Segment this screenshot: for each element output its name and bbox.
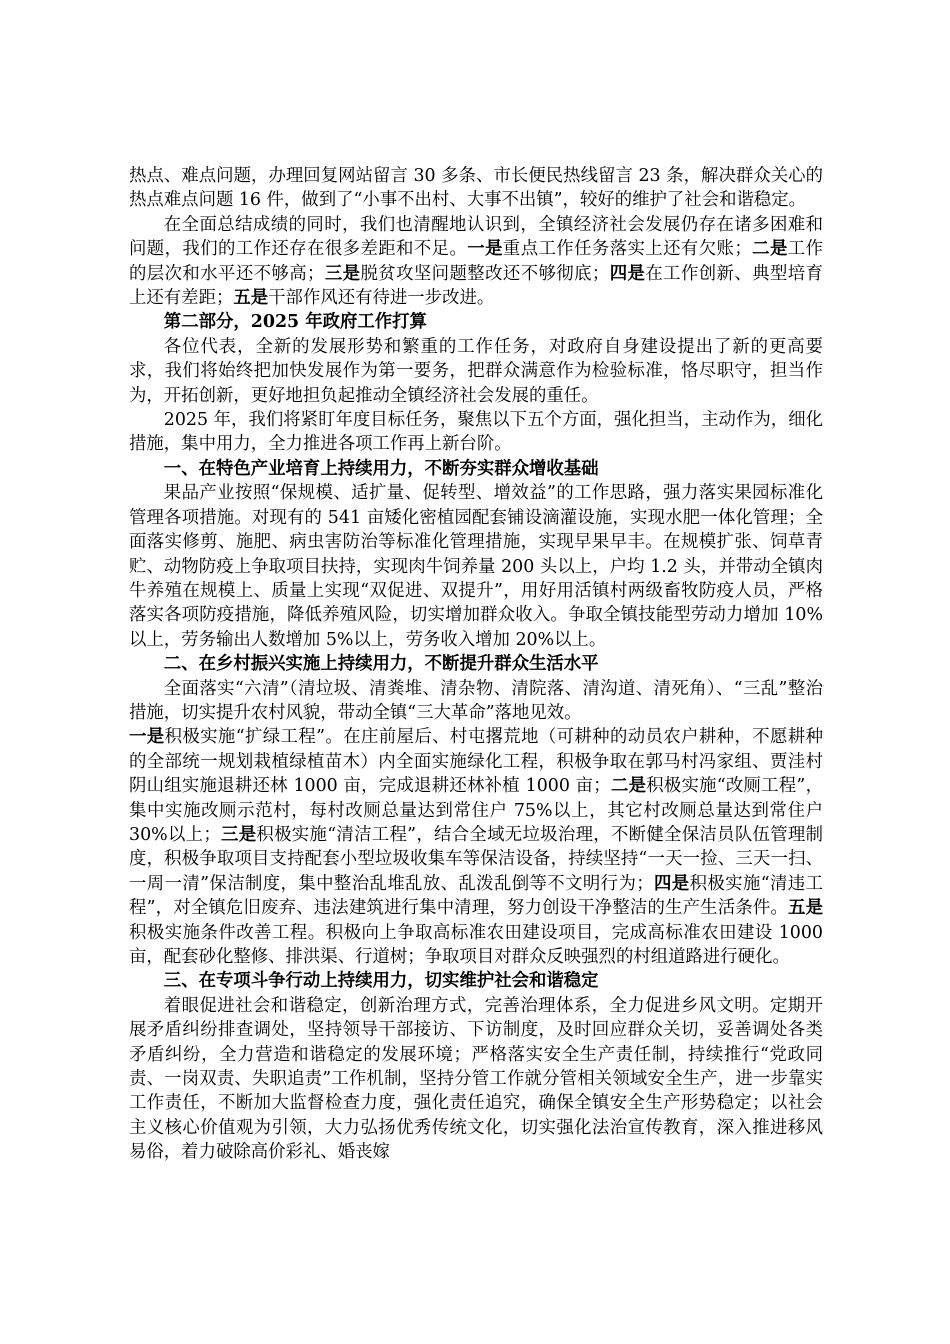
rural-text-4: 积极实施“清违工程”，对全镇危旧废弃、违法建筑进行集中清理，努力创设干净整洁的生产生活条件。 — [129, 873, 823, 919]
rural-marker-2: 二是 — [610, 776, 647, 797]
paragraph-industry: 果品产业按照“保规模、适扩量、促转型、增效益”的工作思路，强力落实果园标准化管理各项措施。对现有的 541 亩矮化密植园配套铺设滴灌设施，实现水肥一体化管理；全面落实修剪、施肥、病虫害防治等标准化管理措施，实现早果早丰。在规模扩张、饲草青贮、动物防疫上争取项目扶持，实现肉牛饲养量 200 头以上，户均 1.2 头，并带动全镇肉牛养殖在规模上、质量上实现“双促进、双提升”，用好用活镇村两级畜牧防疫人员，严格落实各项防疫措施，降低养殖风险，切实增加群众收入。争取全镇技能型劳动力增加 10%以上，劳务输出人数增加 5%以上，劳务收入增加 20%以上。 — [129, 483, 823, 650]
rural-text-5: 积极实施条件改善工程。积极向上争取高标准农田建设项目，完成高标准农田建设 1000 亩，配套砂化整修、排洪渠、行道树；争取项目对群众反映强烈的村组道路进行硬化。 — [129, 922, 823, 967]
shortcoming-text-2: 工作的层次和水平还不够高； — [129, 239, 823, 284]
shortcomings-intro: 在全面总结成绩的同时，我们也清醒地认识到，全镇经济社会发展仍存在诸多困难和问题，我们的工作还存在很多差距和不足。 — [129, 214, 823, 260]
rural-marker-3: 三是 — [220, 824, 257, 845]
shortcoming-text-4: 在工作创新、典型培育上还有差距； — [129, 263, 823, 309]
shortcoming-text-1: 重点工作任务落实上还有欠账； — [502, 239, 752, 260]
paragraph-continued: 热点、难点问题，办理回复网站留言 30 多条、市长便民热线留言 23 条，解决群众关心的热点难点问题 16 件，做到了“小事不出村、大事不出镇”，较好的维护了社会和谐稳定。 — [129, 166, 823, 211]
paragraph-representatives: 各位代表，全新的发展形势和繁重的工作任务，对政府自身建设提出了新的更高要求，我们将始终把加快发展作为第一要务，把群众满意作为检验标准，恪尽职守，担当作为，开拓创新，更好地担负起推动全镇经济社会发展的重任。 — [129, 336, 823, 406]
document-page — [129, 164, 823, 1165]
rural-text-3: 积极实施“清洁工程”，结合全域无垃圾治理，不断健全保洁员队伍管理制度，积极争取项目支持配套小型垃圾收集车等保洁设备，持续坚持“一天一捡、三天一扫、一周一清”保洁制度，集中整治乱堆乱放、乱泼乱倒等不文明行为； — [129, 824, 823, 894]
section-heading-rural: 二、在乡村振兴实施上持续用力，不断提升群众生活水平 — [163, 654, 599, 675]
shortcoming-marker-2: 二是 — [751, 239, 788, 260]
shortcoming-marker-5: 五是 — [233, 288, 269, 309]
paragraph-rural — [129, 677, 823, 970]
shortcoming-marker-1: 一是 — [467, 239, 503, 260]
shortcoming-marker-4: 四是 — [609, 263, 646, 284]
rural-intro: 全面落实“六清”（清垃圾、清粪堆、清杂物、清院落、清沟道、清死角）、“三乱”整治措施，切实提升农村风貌，带动全镇“三大革命”落地见效。 — [129, 678, 823, 723]
rural-marker-1: 一是 — [129, 727, 165, 748]
section-heading-industry: 一、在特色产业培育上持续用力，不断夯实群众增收基础 — [163, 458, 599, 479]
section-heading-stability: 三、在专项斗争行动上持续用力，切实维护社会和谐稳定 — [163, 971, 599, 992]
rural-marker-5: 五是 — [788, 898, 823, 919]
paragraph-shortcomings — [129, 213, 823, 311]
paragraph-stability: 着眼促进社会和谐稳定，创新治理方式，完善治理体系，全力促进乡风文明。定期开展矛盾纠纷排查调处，坚持领导干部接访、下访制度，及时回应群众关切，妥善调处各类矛盾纠纷，全力营造和谐稳定的发展环境；严格落实安全生产责任制，持续推行“党政同责、一岗双责、失职追责”工作机制，坚持分管工作就分管相关领域安全生产，进一步靠实工作责任，不断加大监督检查力度，强化责任追究，确保全镇安全生产形势稳定；以社会主义核心价值观为引领，大力弘扬优秀传统文化，切实强化法治宣传教育，深入推进移风易俗，着力破除高价彩礼、婚丧嫁 — [129, 995, 823, 1163]
paragraph-2025-plan: 2025 年，我们将紧盯年度目标任务，聚焦以下五个方面，强化担当，主动作为，细化措施，集中用力，全力推进各项工作再上新台阶。 — [129, 410, 823, 455]
rural-text-1: 积极实施“扩绿工程”。在庄前屋后、村屯撂荒地（可耕种的动员农户耕种，不愿耕种的全部统一规划栽植绿植苗木）内全面实施绿化工程，积极争取在郭马村冯家组、贾洼村阴山组实施退耕还林 1000 亩，完成退耕还林补植 1000 亩； — [129, 727, 823, 797]
shortcoming-text-5: 干部作风还有待进一步改进。 — [268, 288, 495, 309]
rural-text-2: 积极实施“改厕工程”，集中实施改厕示范村，每村改厕总量达到常住户 75%以上，其它村改厕总量达到常住户 30%以上； — [129, 776, 823, 845]
shortcoming-text-3: 脱贫攻坚问题整改还不够彻底； — [360, 263, 610, 284]
rural-marker-4: 四是 — [653, 873, 690, 894]
part-two-heading: 第二部分，2025 年政府工作打算 — [163, 312, 427, 333]
shortcoming-marker-3: 三是 — [324, 263, 361, 284]
